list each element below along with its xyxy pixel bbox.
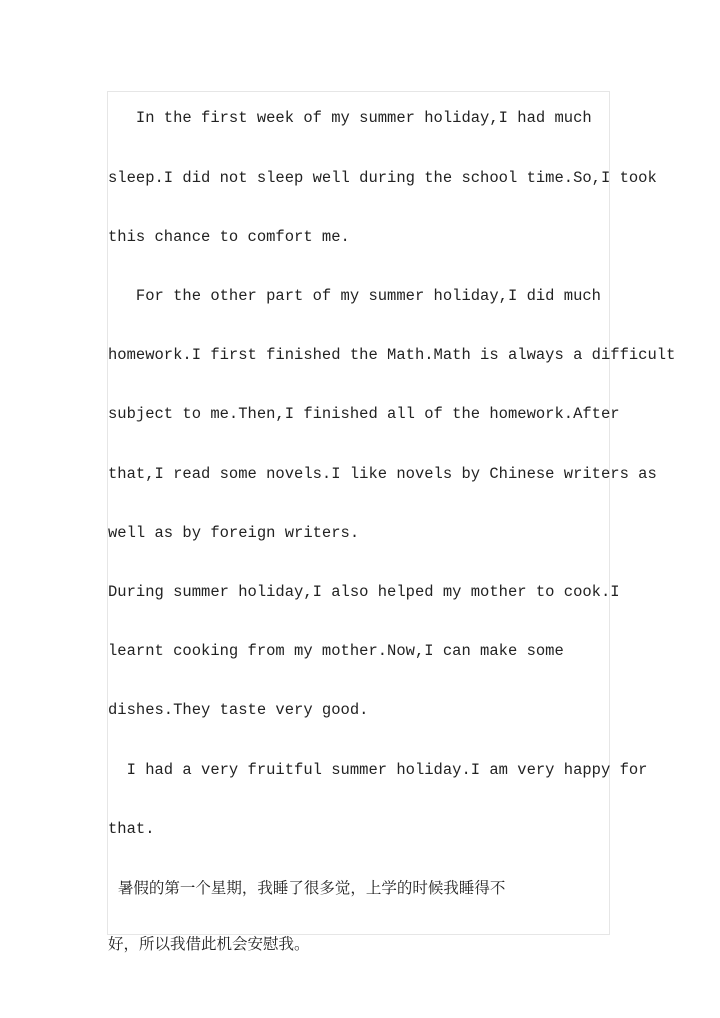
text-line-3: this chance to comfort me. [108, 228, 350, 246]
text-line-8: well as by foreign writers. [108, 524, 360, 542]
text-line-14: 暑假的第一个星期，我睡了很多觉，上学的时候我睡得不 [108, 879, 506, 897]
text-line-4: For the other part of my summer holiday,I did much [108, 287, 601, 305]
text-line-7: that,I read some novels.I like novels by Chinese writers as [108, 465, 657, 483]
text-line-1: In the first week of my summer holiday,I had much [108, 109, 592, 127]
page-frame [107, 91, 610, 935]
text-line-10: learnt cooking from my mother.Now,I can make some [108, 642, 564, 660]
text-line-13: that. [108, 820, 155, 838]
text-line-11: dishes.They taste very good. [108, 701, 369, 719]
text-line-12: I had a very fruitful summer holiday.I am very happy for [108, 761, 648, 779]
text-line-15: 好，所以我借此机会安慰我。 [108, 935, 310, 953]
text-line-6: subject to me.Then,I finished all of the homework.After [108, 405, 620, 423]
text-line-2: sleep.I did not sleep well during the school time.So,I took [108, 169, 657, 187]
text-line-9: During summer holiday,I also helped my mother to cook.I [108, 583, 620, 601]
text-line-5: homework.I first finished the Math.Math is always a difficult [108, 346, 676, 364]
